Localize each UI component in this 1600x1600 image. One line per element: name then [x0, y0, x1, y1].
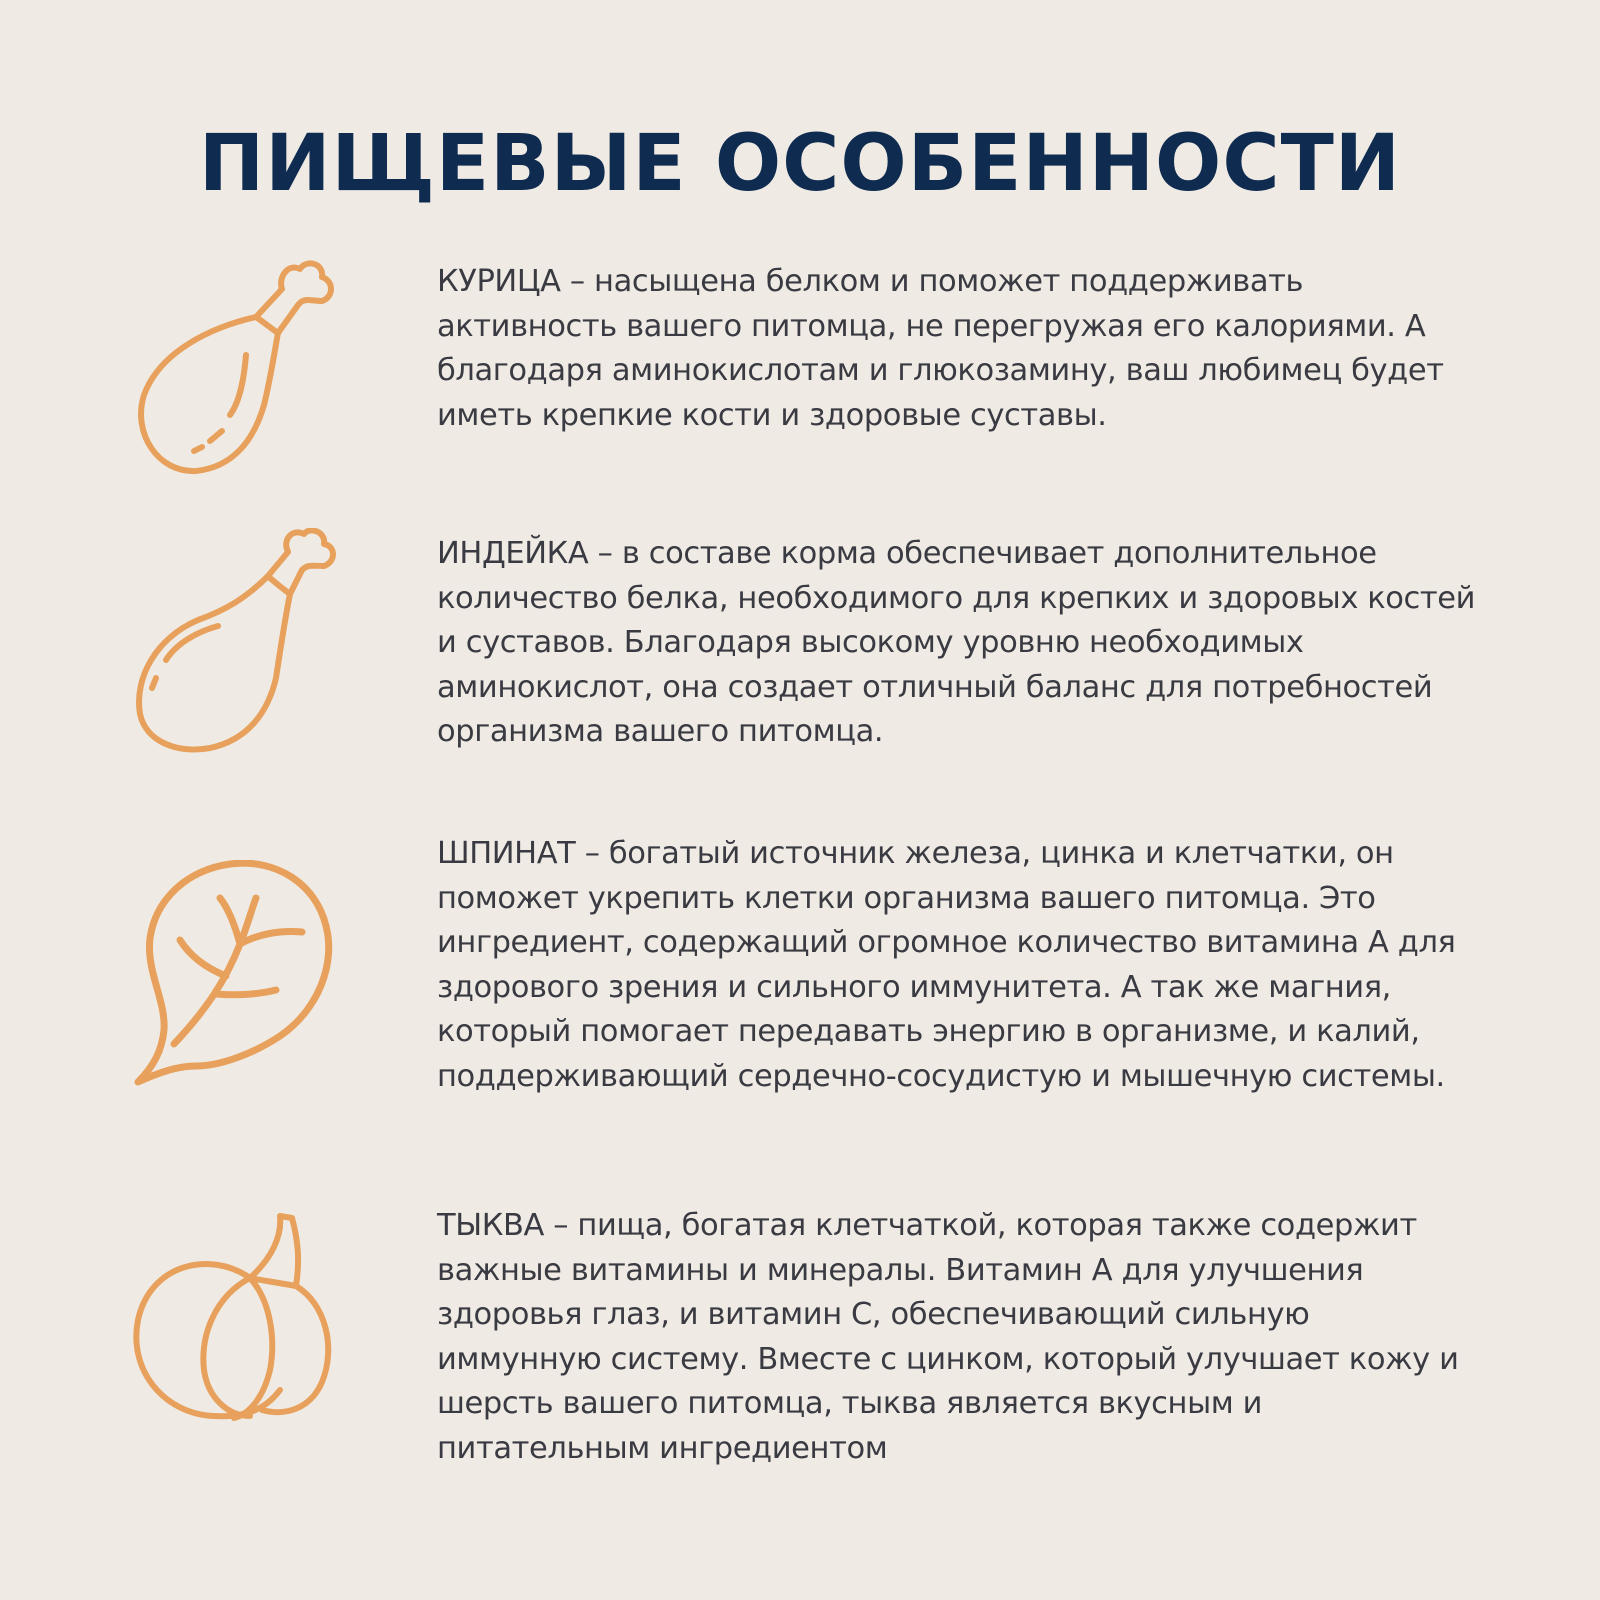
pumpkin-description: ТЫКВА – пища, богатая клетчаткой, которая также содержит важные витамины и минералы. Витамин А для улучшения здоровья глаз, и витамин С, обеспечивающий сильную иммунную систему. Вместе с цинком, который улучшает кожу и шерсть вашего питомца, тыква является вкусным и питательным ингредиентом — [437, 1208, 1459, 1466]
spinach-leaf-icon — [130, 860, 350, 1090]
spinach-description: ШПИНАТ – богатый источник железа, цинка и клетчатки, он поможет укрепить клетки организма вашего питомца. Это ингредиент, содержащий огромное количество витамина А для здорового зрения и сильного иммунитета. А так же магния, который помогает передавать энергию в организме, и калий, поддерживающий сердечно-сосудистую и мышечную системы. — [437, 836, 1456, 1094]
page-title: ПИЩЕВЫЕ ОСОБЕННОСТИ — [198, 119, 1402, 209]
chicken-description: КУРИЦА – насыщена белком и поможет поддерживать активность вашего питомца, не перегружая его калориями. А благодаря аминокислотам и глюкозамину, ваш любимец будет иметь крепкие кости и здоровые суставы. — [437, 264, 1444, 433]
pumpkin-icon — [130, 1210, 350, 1440]
turkey-leg-icon — [130, 528, 350, 758]
turkey-description: ИНДЕЙКА – в составе корма обеспечивает дополнительное количество белка, необходимого для крепких и здоровых костей и суставов. Благодаря высокому уровню необходимых аминокислот, она создает отличный баланс для потребностей организма вашего питомца. — [437, 536, 1476, 749]
chicken-leg-icon — [130, 255, 350, 485]
